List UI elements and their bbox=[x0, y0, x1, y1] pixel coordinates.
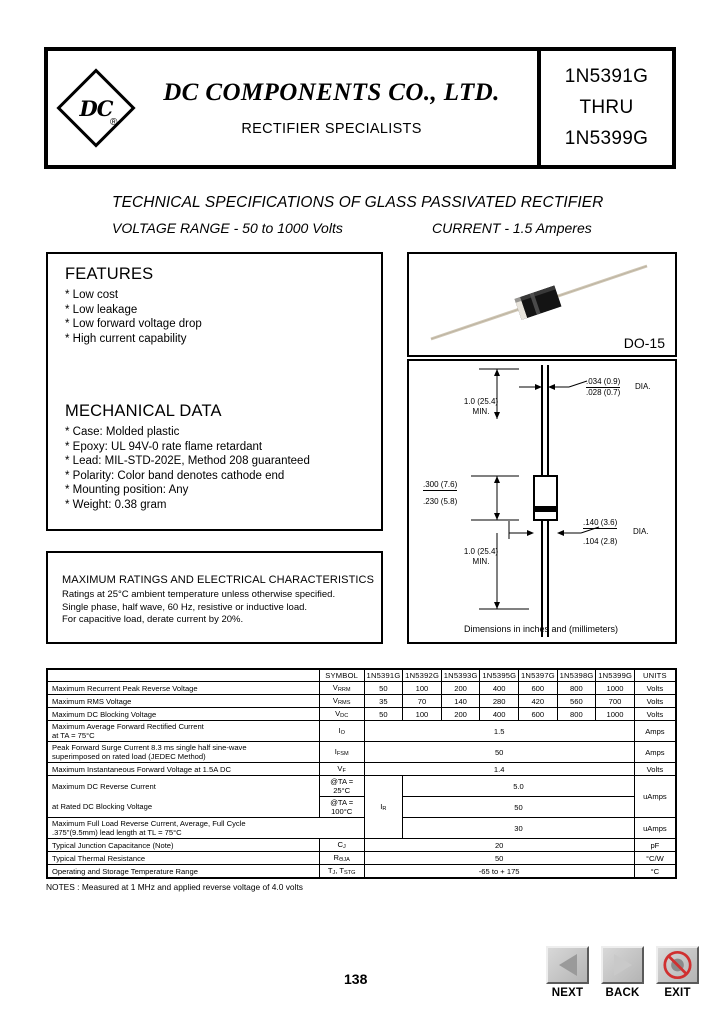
row-symbol: VRMS bbox=[319, 695, 364, 708]
triangle-right-icon bbox=[614, 954, 632, 976]
row-description: Maximum Recurrent Peak Reverse Voltage bbox=[47, 682, 319, 695]
row-description-line1: Maximum Average Forward Rectified Current bbox=[52, 722, 204, 731]
company-subtitle: RECTIFIER SPECIALISTS bbox=[241, 121, 422, 137]
table-row bbox=[47, 852, 676, 865]
row-value-span: 50 bbox=[403, 797, 635, 818]
table-row bbox=[47, 682, 676, 695]
table-row bbox=[47, 797, 676, 818]
top-lead-length-min-label: MIN. bbox=[472, 407, 490, 416]
row-unit: Volts bbox=[634, 682, 676, 695]
mechanical-item: * Polarity: Color band denotes cathode end bbox=[65, 469, 285, 482]
row-value: 560 bbox=[557, 695, 596, 708]
row-value: 200 bbox=[441, 682, 480, 695]
nav-exit[interactable] bbox=[656, 946, 699, 999]
header-part-1: 1N5391G bbox=[364, 669, 403, 682]
maximum-ratings-note-panel bbox=[46, 551, 383, 644]
nav-back[interactable] bbox=[601, 946, 644, 999]
row-condition-2: @TA = 100°C bbox=[319, 797, 364, 818]
row-description: Operating and Storage Temperature Range bbox=[47, 865, 319, 879]
table-row bbox=[47, 818, 676, 829]
row-unit: Amps bbox=[634, 721, 676, 742]
part-number-block bbox=[541, 51, 672, 165]
back-button-label: BACK bbox=[605, 987, 640, 999]
table-row bbox=[47, 742, 676, 763]
row-symbol: IO bbox=[319, 721, 364, 742]
mechanical-data-title: MECHANICAL DATA bbox=[65, 402, 222, 420]
maximum-ratings-line: Single phase, half wave, 60 Hz, resistive or inductive load. bbox=[62, 601, 308, 613]
table-header-row bbox=[47, 669, 676, 682]
logo-diamond-shape bbox=[56, 68, 135, 147]
row-value: 420 bbox=[518, 695, 557, 708]
row-value: 800 bbox=[557, 682, 596, 695]
header-units: UNITS bbox=[634, 669, 676, 682]
row-value: 600 bbox=[518, 682, 557, 695]
no-entry-icon bbox=[658, 946, 697, 984]
row-symbol: RΘJA bbox=[319, 852, 364, 865]
row-unit: Volts bbox=[634, 763, 676, 776]
row-description-line2: superimposed on rated load (JEDEC Method) bbox=[52, 752, 206, 761]
row-value: 35 bbox=[364, 695, 403, 708]
body-length-min: .230 (5.8) bbox=[423, 497, 458, 506]
maximum-ratings-title: MAXIMUM RATINGS AND ELECTRICAL CHARACTERISTICS bbox=[62, 574, 375, 586]
next-button[interactable] bbox=[546, 946, 589, 984]
header-characteristic bbox=[47, 669, 319, 682]
range-row bbox=[112, 220, 660, 236]
body-length-max: .300 (7.6) bbox=[423, 480, 458, 489]
table-row bbox=[47, 776, 676, 797]
exit-button-label: EXIT bbox=[664, 987, 691, 999]
row-description bbox=[47, 721, 319, 742]
mechanical-item: * Epoxy: UL 94V-0 rate flame retardant bbox=[65, 440, 263, 453]
row-description-line1: Peak Forward Surge Current 8.3 ms single half sine-wave bbox=[52, 743, 247, 752]
row-value-span: 50 bbox=[364, 852, 634, 865]
voltage-range-text: VOLTAGE RANGE - 50 to 1000 Volts bbox=[112, 220, 343, 236]
row-unit: °C bbox=[634, 865, 676, 879]
row-unit: Volts bbox=[634, 708, 676, 721]
row-value: 1000 bbox=[596, 708, 635, 721]
feature-item: * Low leakage bbox=[65, 303, 138, 316]
row-value: 140 bbox=[441, 695, 480, 708]
row-value-span: 30 bbox=[403, 818, 635, 839]
navigation-bar bbox=[546, 946, 699, 999]
row-value: 100 bbox=[403, 682, 442, 695]
package-type-label: DO-15 bbox=[623, 335, 665, 351]
feature-item: * Low cost bbox=[65, 289, 119, 301]
header-part-5: 1N5397G bbox=[518, 669, 557, 682]
row-value-span: -65 to + 175 bbox=[364, 865, 634, 879]
row-value-span: 5.0 bbox=[403, 776, 635, 797]
header-part-7: 1N5399G bbox=[596, 669, 635, 682]
mechanical-item: * Lead: MIL-STD-202E, Method 208 guaranteed bbox=[65, 455, 310, 467]
row-symbol: VF bbox=[319, 763, 364, 776]
table-row bbox=[47, 839, 676, 852]
mechanical-item: * Mounting position: Any bbox=[65, 484, 189, 496]
table-row bbox=[47, 865, 676, 879]
row-value: 800 bbox=[557, 708, 596, 721]
nav-next[interactable] bbox=[546, 946, 589, 999]
registered-trademark-icon: ® bbox=[110, 117, 118, 128]
bottom-lead-length-min-label: MIN. bbox=[472, 557, 490, 566]
header-brand-block bbox=[48, 51, 541, 165]
row-description: Maximum DC Blocking Voltage bbox=[47, 708, 319, 721]
row-value: 200 bbox=[441, 708, 480, 721]
row-description: Maximum RMS Voltage bbox=[47, 695, 319, 708]
dimension-units-caption: Dimensions in inches and (millimeters) bbox=[464, 624, 619, 634]
maximum-ratings-line: For capacitive load, derate current by 20%. bbox=[62, 614, 244, 625]
table-row bbox=[47, 763, 676, 776]
package-photo-panel bbox=[407, 252, 677, 357]
table-notes: NOTES : Measured at 1 MHz and applied reverse voltage of 4.0 volts bbox=[46, 882, 303, 892]
page-number: 138 bbox=[344, 971, 368, 987]
row-value: 100 bbox=[403, 708, 442, 721]
header-part-2: 1N5392G bbox=[403, 669, 442, 682]
row-value: 50 bbox=[364, 708, 403, 721]
body-diameter-max: .140 (3.6) bbox=[583, 518, 618, 527]
row-value-span: 50 bbox=[364, 742, 634, 763]
next-button-label: NEXT bbox=[551, 987, 584, 999]
bottom-lead-length-value: 1.0 (25.4) bbox=[463, 547, 499, 556]
electrical-characteristics-table bbox=[46, 668, 677, 879]
company-name: DC COMPONENTS CO., LTD. bbox=[163, 79, 500, 106]
back-button[interactable] bbox=[601, 946, 644, 984]
row-description-line2: at TA = 75°C bbox=[52, 731, 95, 740]
row-value: 1000 bbox=[596, 682, 635, 695]
row-unit: uAmps bbox=[634, 818, 676, 839]
header-part-6: 1N5398G bbox=[557, 669, 596, 682]
package-dimension-panel bbox=[407, 359, 677, 644]
row-value: 50 bbox=[364, 682, 403, 695]
header-part-4: 1N5395G bbox=[480, 669, 519, 682]
row-value-span: 20 bbox=[364, 839, 634, 852]
top-lead-length-value: 1.0 (25.4) bbox=[463, 397, 499, 406]
part-number-to: 1N5399G bbox=[564, 128, 649, 149]
row-value: 400 bbox=[480, 682, 519, 695]
row-unit: Volts bbox=[634, 695, 676, 708]
row-unit: °C/W bbox=[634, 852, 676, 865]
lead-diameter-max: .034 (0.9) bbox=[586, 377, 621, 386]
row-value: 700 bbox=[596, 695, 635, 708]
row-description-line1: Maximum DC Reverse Current bbox=[47, 776, 319, 797]
company-logo bbox=[48, 80, 144, 136]
row-symbol: IR bbox=[364, 776, 403, 839]
mechanical-item: * Case: Molded plastic bbox=[65, 426, 180, 438]
row-description: Typical Junction Capacitance (Note) bbox=[47, 839, 319, 852]
row-description-line2: at Rated DC Blocking Voltage bbox=[47, 797, 319, 818]
row-unit: pF bbox=[634, 839, 676, 852]
current-rating-text: CURRENT - 1.5 Amperes bbox=[432, 220, 592, 236]
row-symbol: TJ, TSTG bbox=[319, 865, 364, 879]
body-diameter-min: .104 (2.8) bbox=[583, 537, 618, 546]
row-condition-1: @TA = 25°C bbox=[319, 776, 364, 797]
feature-item: * High current capability bbox=[65, 332, 187, 345]
row-value: 600 bbox=[518, 708, 557, 721]
row-symbol: IFSM bbox=[319, 742, 364, 763]
row-value-span: 1.5 bbox=[364, 721, 634, 742]
row-symbol: VDC bbox=[319, 708, 364, 721]
row-description-line1: Maximum Full Load Reverse Current, Average, Full Cycle bbox=[47, 818, 364, 829]
part-number-from: 1N5391G bbox=[564, 66, 649, 87]
features-mechanical-panel bbox=[46, 252, 383, 531]
feature-item: * Low forward voltage drop bbox=[65, 318, 202, 330]
header-title-block bbox=[144, 79, 537, 137]
table-row bbox=[47, 695, 676, 708]
table-row bbox=[47, 721, 676, 742]
triangle-left-icon bbox=[559, 954, 577, 976]
row-value-span: 1.4 bbox=[364, 763, 634, 776]
technical-specifications-headline: TECHNICAL SPECIFICATIONS OF GLASS PASSIVATED RECTIFIER bbox=[112, 194, 604, 211]
part-number-thru-label: THRU bbox=[579, 97, 634, 118]
document-header bbox=[44, 47, 676, 169]
exit-button[interactable] bbox=[656, 946, 699, 984]
row-unit: uAmps bbox=[634, 776, 676, 818]
lead-diameter-min: .028 (0.7) bbox=[586, 388, 621, 397]
row-description: Typical Thermal Resistance bbox=[47, 852, 319, 865]
row-symbol: VRRM bbox=[319, 682, 364, 695]
row-description: Maximum Instantaneous Forward Voltage at 1.5A DC bbox=[47, 763, 319, 776]
header-part-3: 1N5393G bbox=[441, 669, 480, 682]
row-value: 70 bbox=[403, 695, 442, 708]
row-value: 400 bbox=[480, 708, 519, 721]
row-value: 280 bbox=[480, 695, 519, 708]
header-symbol: SYMBOL bbox=[319, 669, 364, 682]
row-description bbox=[47, 742, 319, 763]
mechanical-item: * Weight: 0.38 gram bbox=[65, 498, 167, 511]
logo-monogram: DC bbox=[79, 95, 113, 121]
row-description-line2: .375"(9.5mm) lead length at TL = 75°C bbox=[47, 828, 364, 839]
row-unit: Amps bbox=[634, 742, 676, 763]
lead-diameter-dia-tag: DIA. bbox=[635, 382, 651, 391]
maximum-ratings-line: Ratings at 25°C ambient temperature unless otherwise specified. bbox=[62, 589, 336, 600]
body-diameter-dia-tag: DIA. bbox=[633, 527, 649, 536]
table-row bbox=[47, 708, 676, 721]
row-symbol: CJ bbox=[319, 839, 364, 852]
features-title: FEATURES bbox=[65, 265, 154, 283]
